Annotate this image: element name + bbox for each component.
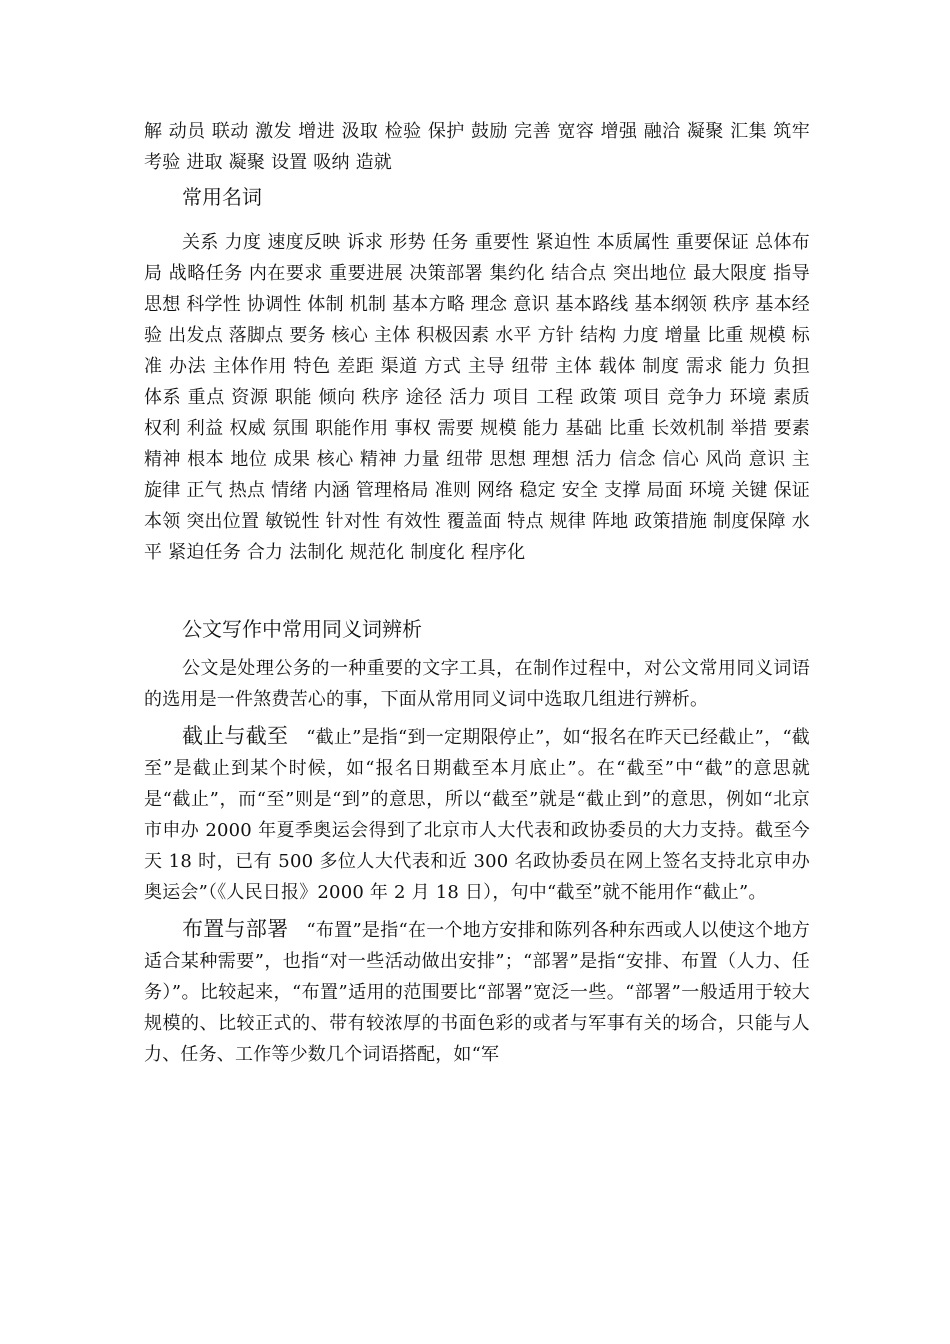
document-page xyxy=(144,116,810,1070)
entry-text-2: “布置”是指“在一个地方安排和陈列各种东西或人以使这个地方适合某种需要”，也指“对一些活动做出安排”；“部署”是指“安排、布置（人力、任务）”。比较起来，“布置”适用的范围要比“部署”宽泛一些。“部署”一般适用于较大规模的、比较正式的、带有较浓厚的书面色彩的或者与军事有关的场合，只能与人力、任务、工作等少数几个词语搭配，如“军 xyxy=(144,920,811,1065)
verbs-list-continued: 解 动员 联动 激发 增进 汲取 检验 保护 鼓励 完善 宽容 增强 融洽 凝聚 汇集 筑牢 考验 进取 凝聚 设置 吸纳 造就 xyxy=(144,121,810,173)
entry-paragraph-1 xyxy=(144,721,810,908)
entry-term-1: 截止与截至 xyxy=(182,724,289,748)
nouns-list: 关系 力度 速度反映 诉求 形势 任务 重要性 紧迫性 本质属性 重要保证 总体布局 战略任务 内在要求 重要进展 决策部署 集约化 结合点 突出地位 最大限度 指导思想 科学性 协调性 体制 机制 基本方略 理念 意识 基本路线 基本纲领 秩序 基本经验 出发点 落脚点 要务 核心 主体 积极因素 水平 方针 结构 力度 增量 比重 规模 标准 办法 主体作用 特色 差距 渠道 方式 主导 纽带 主体 载体 制度 需求 能力 负担 体系 重点 资源 职能 倾向 秩序 途径 活力 项目 工程 政策 项目 竞争力 环境 素质 权利 利益 权威 氛围 职能作用 事权 需要 规模 能力 基础 比重 长效机制 举措 要素 精神 根本 地位 成果 核心 精神 力量 纽带 思想 理想 活力 信念 信心 风尚 意识 主旋律 正气 热点 情绪 内涵 管理格局 准则 网络 稳定 安全 支撑 局面 环境 关键 保证 本领 突出位置 敏锐性 针对性 有效性 覆盖面 特点 规律 阵地 政策措施 制度保障 水平 紧迫任务 合力 法制化 规范化 制度化 程序化 xyxy=(144,232,810,563)
intro-paragraph: 公文是处理公务的一种重要的文字工具，在制作过程中，对公文常用同义词语的选用是一件煞费苦心的事，下面从常用同义词中选取几组进行辨析。 xyxy=(144,658,810,710)
nouns-heading: 常用名词 xyxy=(182,185,262,209)
entry-paragraph-2 xyxy=(144,914,810,1070)
entry-term-2: 布置与部署 xyxy=(182,917,289,941)
section-title: 公文写作中常用同义词辨析 xyxy=(182,617,422,641)
entry-text-1: “截止”是指“到一定期限停止”，如“报名在昨天已经截止”，“截至”是截止到某个时候，如“报名日期截至本月底止”。在“截至”中“截”的意思就是“截止”，而“至”则是“到”的意思，所以“截至”就是“截止到”的意思，例如“北京市申办 2000 年夏季奥运会得到了北京市人大代表和政协委员的大力支持。截至今天 18 时，已有 500 多位人大代表和近 300 名政协委员在网上签名支持北京申办奥运会”（《人民日报》2000 年 2 月 18 日），句中“截至”就不能用作“截止”。 xyxy=(144,727,810,903)
